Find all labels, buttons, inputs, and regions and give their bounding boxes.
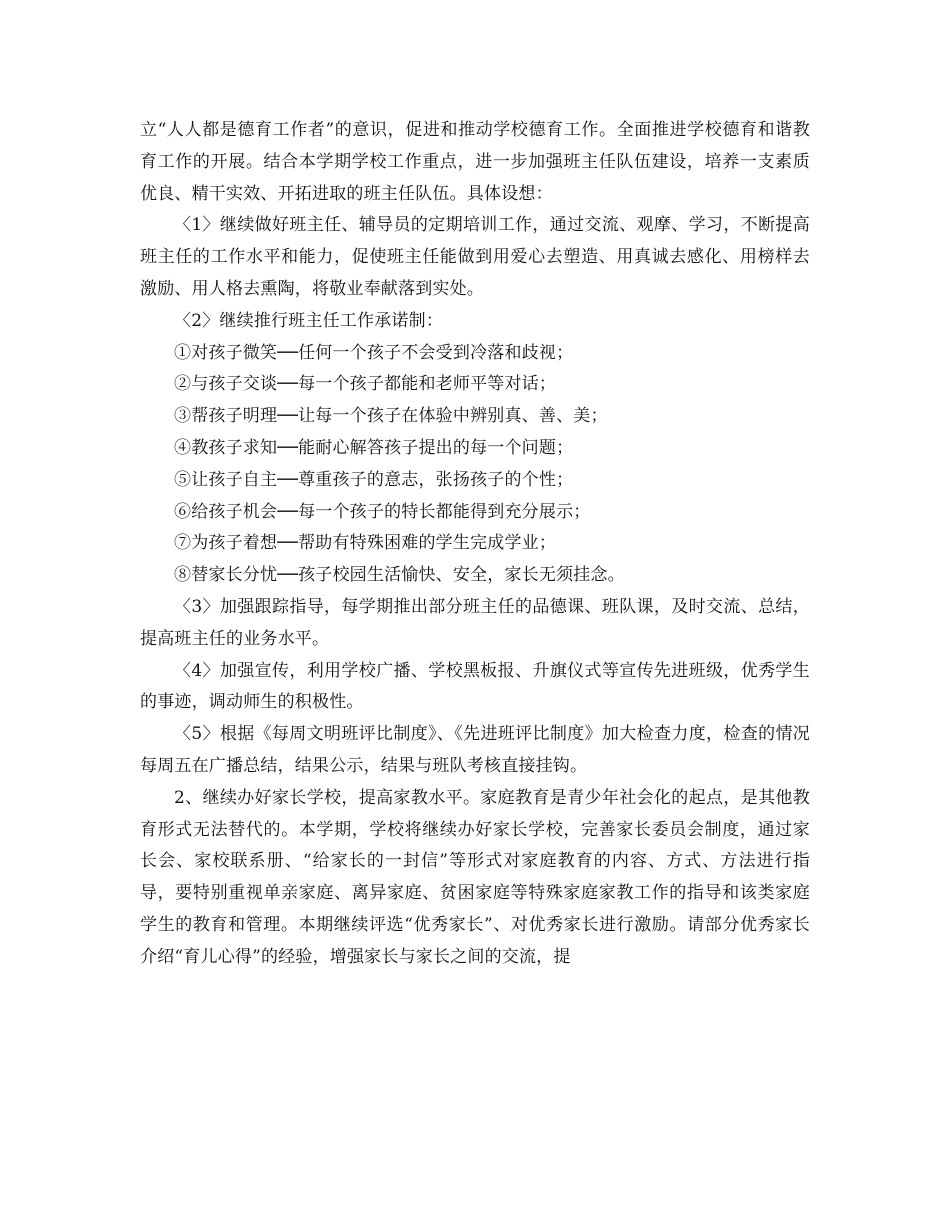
pledge-item-7: ⑦为孩子着想──帮助有特殊困难的学生完成学业； — [174, 533, 557, 554]
paragraph-item-1: 〈1〉继续做好班主任、辅导员的定期培训工作，通过交流、观摩、学习，不断提高班主任的工作水平和能力，促使班主任能做到用爱心去塑造、用真诚去感化、用榜样去激励、用人格去熏陶，将敬业奉献落到实处。 — [140, 215, 810, 299]
paragraph-item-3: 〈3〉加强跟踪指导，每学期推出部分班主任的品德课、班队课，及时交流、总结，提高班主任的业务水平。 — [140, 596, 810, 649]
pledge-item-3: ③帮孩子明理──让每一个孩子在体验中辨别真、善、美； — [174, 406, 608, 427]
paragraph-section-2: 2、继续办好家长学校，提高家教水平。家庭教育是青少年社会化的起点，是其他教育形式无法替代的。本学期，学校将继续办好家长学校，完善家长委员会制度，通过家长会、家校联系册、“给家长的一封信”等形式对家庭教育的内容、方式、方法进行指导，要特别重视单亲家庭、离异家庭、贫困家庭等特殊家庭家教工作的指导和该类家庭学生的教育和管理。本期继续评选“优秀家长”、对优秀家长进行激励。请部分优秀家长介绍“育儿心得”的经验，增强家长与家长之间的交流，提 — [140, 787, 810, 967]
pledge-item-1: ①对孩子微笑──任何一个孩子不会受到冷落和歧视； — [174, 342, 574, 363]
pledge-item-4: ④教孩子求知──能耐心解答孩子提出的每一个问题； — [174, 437, 574, 458]
paragraph-intro: 立“人人都是德育工作者”的意识，促进和推动学校德育工作。全面推进学校德育和谐教育工作的开展。结合本学期学校工作重点，进一步加强班主任队伍建设，培养一支素质优良、精干实效、开拓进取的班主任队伍。具体设想： — [140, 120, 810, 204]
document-body — [140, 115, 810, 974]
pledge-item-5: ⑤让孩子自主──尊重孩子的意志，张扬孩子的个性； — [174, 469, 574, 490]
pledge-item-6: ⑥给孩子机会──每一个孩子的特长都能得到充分展示； — [174, 501, 591, 522]
paragraph-item-5: 〈5〉根据《每周文明班评比制度》、《先进班评比制度》加大检查力度，检查的情况每周五在广播总结，结果公示，结果与班队考核直接挂钩。 — [140, 724, 810, 776]
pledge-item-2: ②与孩子交谈──每一个孩子都能和老师平等对话； — [174, 374, 557, 395]
pledge-item-8: ⑧替家长分忧──孩子校园生活愉快、安全，家长无须挂念。 — [174, 565, 625, 586]
paragraph-item-4: 〈4〉加强宣传，利用学校广播、学校黑板报、升旗仪式等宣传先进班级，优秀学生的事迹，调动师生的积极性。 — [140, 660, 810, 713]
paragraph-item-2: 〈2〉继续推行班主任工作承诺制： — [174, 310, 444, 331]
